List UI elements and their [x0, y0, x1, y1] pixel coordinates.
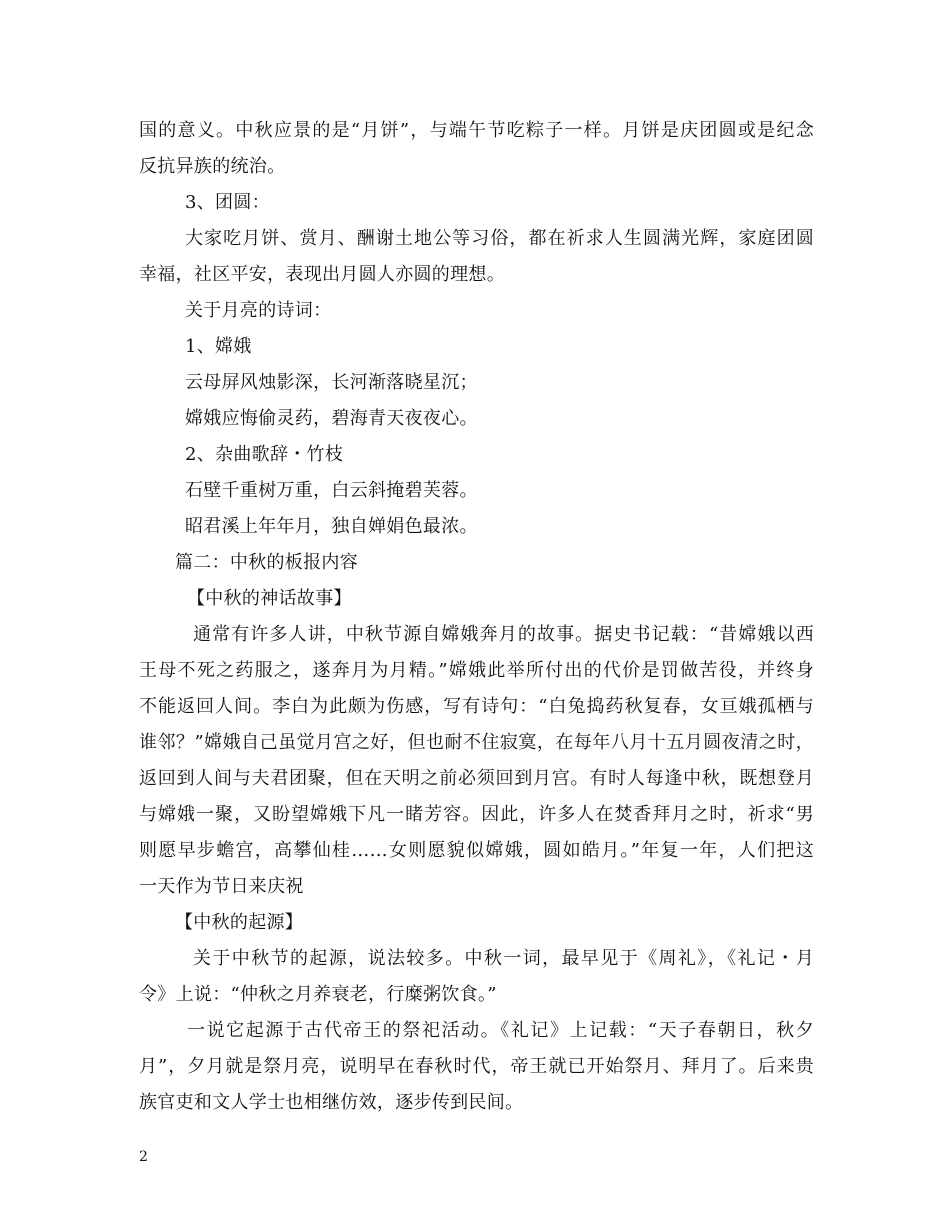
paragraph-line: 一说它起源于古代帝王的祭祀活动。《礼记》上记载：“天子春朝日，秋夕 [187, 1020, 814, 1041]
paragraph-line: 则愿早步蟾宫，高攀仙桂……女则愿貌似嫦娥，圆如皓月。”年复一年，人们把这 [139, 840, 814, 861]
page-number: 2 [139, 1149, 148, 1165]
poem-title: 2、杂曲歌辞・竹枝 [185, 444, 344, 465]
poem-line: 昭君溪上年年月，独自婵娟色最浓。 [185, 516, 478, 537]
section-heading: 3、团圆： [185, 192, 270, 213]
paragraph-line: 反抗异族的统治。 [139, 156, 286, 177]
paragraph-line: 王母不死之药服之，遂奔月为月精。”嫦娥此举所付出的代价是罚做苦役，并终身 [139, 660, 814, 681]
paragraph-line: 返回到人间与夫君团聚，但在天明之前必须回到月宫。有时人每逢中秋，既想登月 [139, 768, 814, 789]
paragraph-line: 大家吃月饼、赏月、酬谢土地公等习俗，都在祈求人生圆满光辉，家庭团圆 [185, 228, 814, 249]
section-heading: 【中秋的神话故事】 [187, 588, 352, 609]
paragraph-line: 谁邻？”嫦娥自己虽觉月宫之好，但也耐不住寂寞，在每年八月十五月圆夜清之时， [139, 732, 814, 753]
part-heading: 篇二：中秋的板报内容 [175, 552, 358, 573]
paragraph-line: 月”，夕月就是祭月亮，说明早在春秋时代，帝王就已开始祭月、拜月了。后来贵 [139, 1056, 814, 1077]
poem-line: 云母屏风烛影深，长河渐落晓星沉； [185, 372, 478, 393]
poem-title: 1、嫦娥 [185, 336, 252, 357]
paragraph-line: 国的意义。中秋应景的是“月饼”，与端午节吃粽子一样。月饼是庆团圆或是纪念 [139, 120, 814, 141]
paragraph-line: 族官吏和文人学士也相继仿效，逐步传到民间。 [139, 1092, 524, 1113]
paragraph-line: 不能返回人间。李白为此颇为伤感，写有诗句：“白兔捣药秋复春，女亘娥孤栖与 [139, 696, 814, 717]
paragraph-line: 幸福，社区平安，表现出月圆人亦圆的理想。 [139, 264, 505, 285]
section-heading: 【中秋的起源】 [175, 912, 304, 933]
poem-line: 嫦娥应悔偷灵药，碧海青天夜夜心。 [185, 408, 478, 429]
paragraph-line: 与嫦娥一聚，又盼望嫦娥下凡一睹芳容。因此，许多人在焚香拜月之时，祈求“男 [139, 804, 814, 825]
paragraph-line: 关于中秋节的起源，说法较多。中秋一词，最早见于《周礼》，《礼记・月 [193, 948, 814, 969]
paragraph-line: 一天作为节日来庆祝 [139, 876, 304, 897]
poem-line: 石壁千重树万重，白云斜掩碧芙蓉。 [185, 480, 478, 501]
paragraph-line: 令》上说：“仲秋之月养衰老，行糜粥饮食。” [139, 984, 497, 1005]
paragraph-line: 通常有许多人讲，中秋节源自嫦娥奔月的故事。据史书记载：“昔嫦娥以西 [193, 624, 814, 645]
section-heading: 关于月亮的诗词： [185, 300, 332, 321]
